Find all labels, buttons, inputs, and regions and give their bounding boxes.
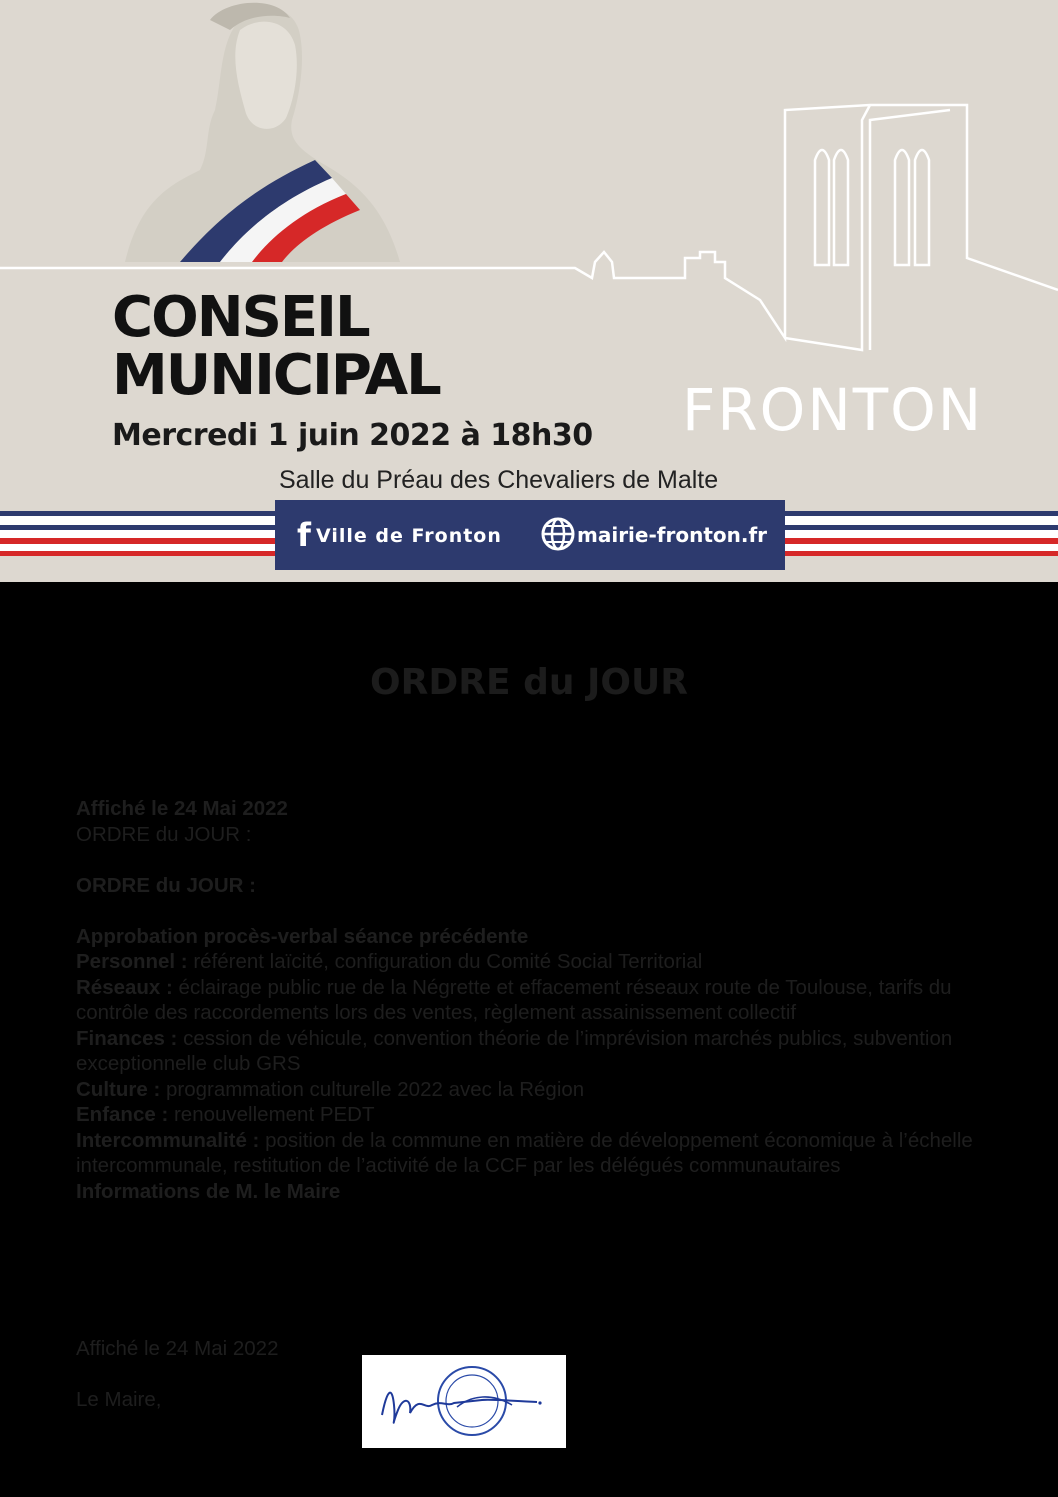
globe-icon[interactable]	[540, 516, 576, 552]
agenda-body	[76, 796, 1026, 1204]
footer-posted-date: Affiché le 24 Mai 2022	[76, 1337, 279, 1360]
agenda-item-label: Enfance :	[76, 1103, 169, 1126]
agenda-closing: Informations de M. le Maire	[76, 1179, 341, 1203]
agenda-item-label: Finances :	[76, 1026, 178, 1050]
agenda-item-text: éclairage public rue de la Négrette et effacement réseaux route de Toulouse, tarifs du contrôle des raccordements lors des ventes, règlement assainissement collectif	[76, 975, 952, 1024]
marianne-bust-image	[110, 0, 410, 265]
posted-date: Affiché le 24 Mai 2022	[76, 797, 288, 820]
agenda-approval: Approbation procès-verbal séance précédente	[76, 924, 529, 948]
mayor-label: Le Maire,	[76, 1388, 162, 1411]
agenda-item-label: Personnel :	[76, 950, 188, 973]
agenda-item	[76, 1128, 1026, 1179]
agenda-intro: ORDRE du JOUR :	[76, 822, 252, 846]
agenda-item	[76, 1102, 1026, 1128]
mayor-signature	[362, 1355, 566, 1448]
title-line-1: CONSEIL	[112, 285, 369, 350]
website-link[interactable]: mairie-fronton.fr	[577, 523, 768, 547]
title-line-2: MUNICIPAL	[112, 343, 440, 408]
agenda-subheading: ORDRE du JOUR :	[76, 873, 256, 897]
signature-stamp-image	[362, 1355, 566, 1448]
agenda-item-text: position de la commune en matière de développement économique à l’échelle intercommunale, restitution de l’activité de la CCF par les délégués communautaires	[76, 1128, 973, 1177]
facebook-icon[interactable]: f	[297, 516, 311, 554]
facebook-link[interactable]: Ville de Fronton	[316, 525, 502, 547]
agenda-item	[76, 975, 1026, 1026]
agenda-item-label: Intercommunalité :	[76, 1128, 260, 1152]
agenda-item	[76, 1077, 1026, 1103]
agenda-item-text: cession de véhicule, convention théorie de l’imprévision marchés publics, subvention exceptionnelle club GRS	[76, 1026, 953, 1075]
agenda-heading: ORDRE du JOUR	[370, 662, 688, 703]
fronton-brand-wordmark: FRONTON	[682, 376, 984, 444]
agenda-item	[76, 1026, 1026, 1077]
agenda-item-label: Réseaux :	[76, 975, 173, 999]
agenda-item-label: Culture :	[76, 1077, 161, 1101]
agenda-item-text: renouvellement PEDT	[168, 1103, 375, 1126]
agenda-item-text: référent laïcité, configuration du Comité Social Territorial	[187, 950, 703, 973]
meeting-venue: Salle du Préau des Chevaliers de Malte	[279, 466, 719, 494]
meeting-date: Mercredi 1 juin 2022 à 18h30	[112, 418, 593, 453]
agenda-item	[76, 949, 1026, 975]
poster-header	[0, 0, 1058, 582]
agenda-item-text: programmation culturelle 2022 avec la Région	[160, 1077, 585, 1101]
